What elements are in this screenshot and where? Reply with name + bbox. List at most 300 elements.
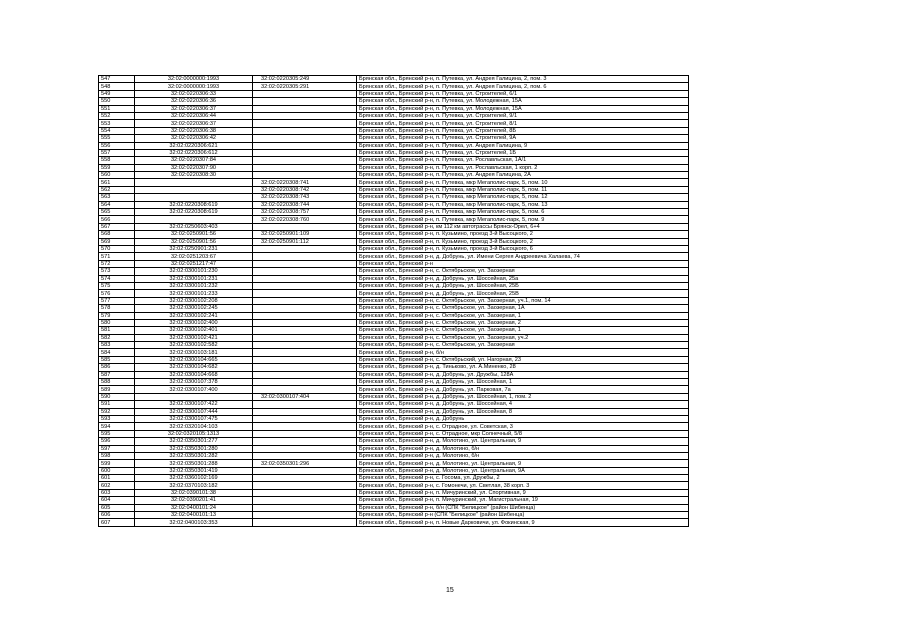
table-row [99, 98, 689, 105]
address-cell: Брянская обл., Брянский р-н, п. Путевка, ул. Андрея Галицина, 2А [357, 172, 689, 179]
table-row [99, 497, 689, 504]
address-cell: Брянская обл., Брянский р-н, д. Добрунь, ул. Дружбы, 128А [357, 371, 689, 378]
table-row [99, 127, 689, 134]
room-cadastral-number-cell [253, 408, 357, 415]
cadastral-number-cell: 32:02:0300102:421 [135, 334, 253, 341]
room-cadastral-number-cell: 32:02:0300107:404 [253, 393, 357, 400]
row-number-cell: 586 [99, 364, 135, 371]
row-number-cell: 598 [99, 452, 135, 459]
address-cell: Брянская обл., Брянский р-н, п. Новые Дарковичи, ул. Фокинская, 9 [357, 519, 689, 526]
cadastral-number-cell: 32:02:0220306:36 [135, 98, 253, 105]
table-row [99, 275, 689, 282]
table-row [99, 415, 689, 422]
row-number-cell: 552 [99, 112, 135, 119]
cadastral-number-cell: 32:02:0300104:668 [135, 371, 253, 378]
table-row [99, 467, 689, 474]
room-cadastral-number-cell [253, 268, 357, 275]
row-number-cell: 601 [99, 475, 135, 482]
cadastral-number-cell: 32:02:0320104:103 [135, 423, 253, 430]
address-cell: Брянская обл., Брянский р-н, с. Октябрьский, ул. Нагорная, 23 [357, 356, 689, 363]
address-cell: Брянская обл., Брянский р-н, д. Добрунь, ул. Шоссейная, 8 [357, 408, 689, 415]
row-number-cell: 570 [99, 245, 135, 252]
table-row [99, 438, 689, 445]
cadastral-number-cell: 32:02:0300104:665 [135, 356, 253, 363]
row-number-cell: 573 [99, 268, 135, 275]
room-cadastral-number-cell [253, 415, 357, 422]
address-cell: Брянская обл., Брянский р-н, п. Путевка, ул. Андрея Галицина, 9 [357, 142, 689, 149]
room-cadastral-number-cell [253, 334, 357, 341]
cadastral-number-cell: 32:02:0250901:56 [135, 238, 253, 245]
address-cell: Брянская обл., Брянский р-н, д. Добрунь, ул. Шоссейная, 1 [357, 379, 689, 386]
address-cell: Брянская обл., Брянский р-н [357, 260, 689, 267]
row-number-cell: 568 [99, 231, 135, 238]
room-cadastral-number-cell [253, 519, 357, 526]
room-cadastral-number-cell [253, 223, 357, 230]
room-cadastral-number-cell: 32:02:0220308:757 [253, 209, 357, 216]
address-cell: Брянская обл., Брянский р-н, с. Октябрьское, ул. Заозерная, 2 [357, 319, 689, 326]
room-cadastral-number-cell [253, 164, 357, 171]
table-row [99, 356, 689, 363]
row-number-cell: 577 [99, 297, 135, 304]
room-cadastral-number-cell [253, 386, 357, 393]
room-cadastral-number-cell [253, 504, 357, 511]
room-cadastral-number-cell [253, 105, 357, 112]
room-cadastral-number-cell [253, 452, 357, 459]
address-cell: Брянская обл., Брянский р-н, с. Октябрьское, ул. Заозерная [357, 342, 689, 349]
cadastral-number-cell: 32:02:0220306:33 [135, 90, 253, 97]
room-cadastral-number-cell [253, 371, 357, 378]
room-cadastral-number-cell: 32:02:0250901:112 [253, 238, 357, 245]
cadastral-number-cell [135, 186, 253, 193]
address-cell: Брянская обл., Брянский р-н, п. Путевка, мкр Мегаполис-парк, 5, пом. 10 [357, 179, 689, 186]
room-cadastral-number-cell [253, 319, 357, 326]
address-cell: Брянская обл., Брянский р-н, п. Путевка, ул. Молодежная, 15А [357, 98, 689, 105]
room-cadastral-number-cell: 32:02:0220308:760 [253, 216, 357, 223]
address-cell: Брянская обл., Брянский р-н, км 112 км автотрассы Брянск-Орел, 6+4 [357, 223, 689, 230]
address-cell: Брянская обл., Брянский р-н, д. Добрунь, ул. Шоссейная, 1, пом. 2 [357, 393, 689, 400]
room-cadastral-number-cell: 32:02:0350301:296 [253, 460, 357, 467]
table-row [99, 201, 689, 208]
table-row [99, 460, 689, 467]
row-number-cell: 592 [99, 408, 135, 415]
address-cell: Брянская обл., Брянский р-н, п. Путевка, ул. Строителей, 9/1 [357, 112, 689, 119]
row-number-cell: 594 [99, 423, 135, 430]
table-row [99, 512, 689, 519]
table-row [99, 83, 689, 90]
address-cell: Брянская обл., Брянский р-н, д. Добрунь, ул. Шоссейная, 25Б [357, 282, 689, 289]
row-number-cell: 600 [99, 467, 135, 474]
row-number-cell: 599 [99, 460, 135, 467]
cadastral-number-cell: 32:02:0220308:619 [135, 209, 253, 216]
cadastral-number-cell: 32:02:0320105:1313 [135, 430, 253, 437]
cadastral-number-cell: 32:02:0300107:400 [135, 386, 253, 393]
cadastral-number-cell: 32:02:0300101:232 [135, 282, 253, 289]
room-cadastral-number-cell: 32:02:0220308:744 [253, 201, 357, 208]
row-number-cell: 595 [99, 430, 135, 437]
room-cadastral-number-cell: 32:02:0220305:249 [253, 76, 357, 83]
room-cadastral-number-cell [253, 364, 357, 371]
cadastral-number-cell: 32:02:0000000:1993 [135, 83, 253, 90]
room-cadastral-number-cell [253, 127, 357, 134]
row-number-cell: 565 [99, 209, 135, 216]
room-cadastral-number-cell: 32:02:0220308:742 [253, 186, 357, 193]
cadastral-number-cell: 32:02:0300104:682 [135, 364, 253, 371]
row-number-cell: 557 [99, 149, 135, 156]
row-number-cell: 587 [99, 371, 135, 378]
table-row [99, 90, 689, 97]
row-number-cell: 597 [99, 445, 135, 452]
cadastral-number-cell: 32:02:0300102:245 [135, 305, 253, 312]
address-cell: Брянская обл., Брянский р-н, д. Молотино, б/н [357, 452, 689, 459]
address-cell: Брянская обл., Брянский р-н, п. Мичуринский, ул. Спортивная, 9 [357, 489, 689, 496]
cadastral-number-cell: 32:02:0400103:353 [135, 519, 253, 526]
row-number-cell: 581 [99, 327, 135, 334]
cadastral-number-cell: 32:02:0300102:241 [135, 312, 253, 319]
address-cell: Брянская обл., Брянский р-н, с. Отрадное, мкр Солнечный, 5/8 [357, 430, 689, 437]
address-cell: Брянская обл., Брянский р-н (СПК "Белицкое" (район Шибенца) [357, 512, 689, 519]
row-number-cell: 558 [99, 157, 135, 164]
cadastral-number-cell: 32:02:0350301:280 [135, 445, 253, 452]
row-number-cell: 579 [99, 312, 135, 319]
room-cadastral-number-cell [253, 342, 357, 349]
registry-table-body [99, 76, 689, 527]
room-cadastral-number-cell [253, 260, 357, 267]
room-cadastral-number-cell: 32:02:0220305:291 [253, 83, 357, 90]
row-number-cell: 551 [99, 105, 135, 112]
row-number-cell: 576 [99, 290, 135, 297]
address-cell: Брянская обл., Брянский р-н, п. Путевка, мкр Мегаполис-парк, 5, пом. 12 [357, 194, 689, 201]
address-cell: Брянская обл., Брянский р-н, п. Кузьмино, проезд 3-й Высоцкого, 6 [357, 245, 689, 252]
address-cell: Брянская обл., Брянский р-н, п. Путевка, ул. Рославльская, 1А/1 [357, 157, 689, 164]
room-cadastral-number-cell [253, 98, 357, 105]
table-row [99, 149, 689, 156]
room-cadastral-number-cell [253, 467, 357, 474]
table-row [99, 401, 689, 408]
room-cadastral-number-cell [253, 149, 357, 156]
address-cell: Брянская обл., Брянский р-н, п. Путевка, мкр Мегаполис-парк, 5, пом. 13 [357, 201, 689, 208]
room-cadastral-number-cell [253, 423, 357, 430]
address-cell: Брянская обл., Брянский р-н, п. Путевка, мкр Мегаполис-парк, 5, пом. 11 [357, 186, 689, 193]
room-cadastral-number-cell [253, 379, 357, 386]
address-cell: Брянская обл., Брянский р-н, д. Молотино, б/н [357, 445, 689, 452]
table-row [99, 186, 689, 193]
row-number-cell: 560 [99, 172, 135, 179]
room-cadastral-number-cell [253, 290, 357, 297]
row-number-cell: 588 [99, 379, 135, 386]
room-cadastral-number-cell: 32:02:0220308:741 [253, 179, 357, 186]
room-cadastral-number-cell [253, 327, 357, 334]
address-cell: Брянская обл., Брянский р-н, п. Путевка, мкр Мегаполис-парк, 5, пом. 9 [357, 216, 689, 223]
row-number-cell: 589 [99, 386, 135, 393]
row-number-cell: 567 [99, 223, 135, 230]
row-number-cell: 566 [99, 216, 135, 223]
room-cadastral-number-cell: 32:02:0220308:743 [253, 194, 357, 201]
cadastral-number-cell: 32:02:0300101:231 [135, 275, 253, 282]
room-cadastral-number-cell [253, 157, 357, 164]
cadastral-number-cell: 32:02:0220306:612 [135, 149, 253, 156]
room-cadastral-number-cell [253, 305, 357, 312]
table-row [99, 223, 689, 230]
room-cadastral-number-cell [253, 497, 357, 504]
row-number-cell: 590 [99, 393, 135, 400]
row-number-cell: 554 [99, 127, 135, 134]
room-cadastral-number-cell [253, 356, 357, 363]
table-row [99, 319, 689, 326]
room-cadastral-number-cell [253, 489, 357, 496]
address-cell: Брянская обл., Брянский р-н, д. Добрунь, ул. Шоссейная, 25В [357, 290, 689, 297]
row-number-cell: 607 [99, 519, 135, 526]
cadastral-number-cell [135, 179, 253, 186]
cadastral-number-cell: 32:02:0220306:42 [135, 135, 253, 142]
table-row [99, 312, 689, 319]
room-cadastral-number-cell [253, 297, 357, 304]
address-cell: Брянская обл., Брянский р-н, п. Путевка, ул. Строителей, 8/1 [357, 120, 689, 127]
cadastral-number-cell: 32:02:0251217:47 [135, 260, 253, 267]
row-number-cell: 603 [99, 489, 135, 496]
room-cadastral-number-cell [253, 438, 357, 445]
cadastral-number-cell: 32:02:0350301:419 [135, 467, 253, 474]
cadastral-number-cell: 32:02:0220306:44 [135, 112, 253, 119]
table-row [99, 260, 689, 267]
address-cell: Брянская обл., Брянский р-н, п. Путевка, ул. Строителей, 1Б [357, 149, 689, 156]
cadastral-number-cell: 32:02:0220306:621 [135, 142, 253, 149]
table-row [99, 290, 689, 297]
table-row [99, 179, 689, 186]
address-cell: Брянская обл., Брянский р-н, д. Молотино, ул. Центральная, 9 [357, 460, 689, 467]
room-cadastral-number-cell [253, 172, 357, 179]
table-row [99, 445, 689, 452]
row-number-cell: 584 [99, 349, 135, 356]
address-cell: Брянская обл., Брянский р-н, п. Кузьмино, проезд 3-й Высоцкого, 2 [357, 231, 689, 238]
address-cell: Брянская обл., Брянский р-н, б/н (СПК "Белицкое" (район Шибенца) [357, 504, 689, 511]
row-number-cell: 593 [99, 415, 135, 422]
row-number-cell: 575 [99, 282, 135, 289]
room-cadastral-number-cell: 32:02:0250901:109 [253, 231, 357, 238]
table-row [99, 482, 689, 489]
cadastral-number-cell [135, 216, 253, 223]
table-row [99, 364, 689, 371]
row-number-cell: 596 [99, 438, 135, 445]
cadastral-number-cell: 32:02:0390201:41 [135, 497, 253, 504]
address-cell: Брянская обл., Брянский р-н, п. Путевка, ул. Строителей, 8Б [357, 127, 689, 134]
table-row [99, 120, 689, 127]
row-number-cell: 548 [99, 83, 135, 90]
cadastral-number-cell: 32:02:0400101:24 [135, 504, 253, 511]
table-row [99, 209, 689, 216]
cadastral-number-cell: 32:02:0300107:444 [135, 408, 253, 415]
cadastral-number-cell: 32:02:0220306:38 [135, 127, 253, 134]
cadastral-number-cell: 32:02:0350301:277 [135, 438, 253, 445]
room-cadastral-number-cell [253, 349, 357, 356]
cadastral-number-cell: 32:02:0220308:30 [135, 172, 253, 179]
room-cadastral-number-cell [253, 120, 357, 127]
row-number-cell: 580 [99, 319, 135, 326]
cadastral-number-cell: 32:02:0220307:90 [135, 164, 253, 171]
cadastral-number-cell: 32:02:0390101:38 [135, 489, 253, 496]
row-number-cell: 550 [99, 98, 135, 105]
table-row [99, 135, 689, 142]
address-cell: Брянская обл., Брянский р-н, с. Октябрьское, ул. Заозерная, уч.2 [357, 334, 689, 341]
table-row [99, 157, 689, 164]
table-row [99, 334, 689, 341]
room-cadastral-number-cell [253, 135, 357, 142]
row-number-cell: 559 [99, 164, 135, 171]
address-cell: Брянская обл., Брянский р-н, с. Октябрьское, ул. Заозерная, 1 [357, 327, 689, 334]
table-row [99, 297, 689, 304]
row-number-cell: 547 [99, 76, 135, 83]
page-number: 15 [446, 587, 454, 594]
address-cell: Брянская обл., Брянский р-н, д. Добрунь, ул. Шоссейная, 25а [357, 275, 689, 282]
cadastral-number-cell: 32:02:0300102:208 [135, 297, 253, 304]
address-cell: Брянская обл., Брянский р-н, п. Путевка, мкр Мегаполис-парк, 5, пом. 6 [357, 209, 689, 216]
table-row [99, 519, 689, 526]
address-cell: Брянская обл., Брянский р-н, с. Отрадное, ул. Советская, 3 [357, 423, 689, 430]
table-row [99, 172, 689, 179]
table-row [99, 430, 689, 437]
row-number-cell: 578 [99, 305, 135, 312]
cadastral-number-cell: 32:02:0251203:67 [135, 253, 253, 260]
address-cell: Брянская обл., Брянский р-н, с. Октябрьское, ул. Заозерная, 1А [357, 305, 689, 312]
room-cadastral-number-cell [253, 512, 357, 519]
address-cell: Брянская обл., Брянский р-н, с. Гомонечи, ул. Светлая, 38 корп. 3 [357, 482, 689, 489]
table-row [99, 76, 689, 83]
row-number-cell: 585 [99, 356, 135, 363]
cadastral-number-cell: 32:02:0300102:582 [135, 342, 253, 349]
room-cadastral-number-cell [253, 482, 357, 489]
cadastral-number-cell: 32:02:0300101:230 [135, 268, 253, 275]
row-number-cell: 583 [99, 342, 135, 349]
table-row [99, 386, 689, 393]
table-row [99, 142, 689, 149]
cadastral-number-cell: 32:02:0300101:233 [135, 290, 253, 297]
cadastral-number-cell: 32:02:0250901:231 [135, 245, 253, 252]
cadastral-number-cell: 32:02:0220306:37 [135, 105, 253, 112]
table-row [99, 253, 689, 260]
table-row [99, 164, 689, 171]
row-number-cell: 564 [99, 201, 135, 208]
row-number-cell: 569 [99, 238, 135, 245]
row-number-cell: 602 [99, 482, 135, 489]
table-row [99, 194, 689, 201]
cadastral-number-cell: 32:02:0000000:1993 [135, 76, 253, 83]
row-number-cell: 591 [99, 401, 135, 408]
row-number-cell: 562 [99, 186, 135, 193]
table-row [99, 112, 689, 119]
table-row [99, 379, 689, 386]
cadastral-number-cell [135, 194, 253, 201]
address-cell: Брянская обл., Брянский р-н, п. Путевка, ул. Строителей, 6/1 [357, 90, 689, 97]
table-row [99, 231, 689, 238]
cadastral-number-cell: 32:02:0220307:84 [135, 157, 253, 164]
table-row [99, 105, 689, 112]
cadastral-number-cell: 32:02:0300107:422 [135, 401, 253, 408]
cadastral-number-cell [135, 393, 253, 400]
row-number-cell: 561 [99, 179, 135, 186]
address-cell: Брянская обл., Брянский р-н, д. Добрунь, ул. Имени Сергея Андреевича Халаева, 74 [357, 253, 689, 260]
cadastral-number-cell: 32:02:0300107:475 [135, 415, 253, 422]
address-cell: Брянская обл., Брянский р-н, д. Добрунь, ул. Шоссейная, 4 [357, 401, 689, 408]
row-number-cell: 571 [99, 253, 135, 260]
address-cell: Брянская обл., Брянский р-н, д. Добрунь, ул. Парковая, 7а [357, 386, 689, 393]
table-row [99, 327, 689, 334]
address-cell: Брянская обл., Брянский р-н, д. Молотино, ул. Центральная, 9 [357, 438, 689, 445]
cadastral-number-cell: 32:02:0350301:282 [135, 452, 253, 459]
address-cell: Брянская обл., Брянский р-н, с. Октябрьское, ул. Заозерная, уч.1, пом. 14 [357, 297, 689, 304]
table-row [99, 423, 689, 430]
cadastral-number-cell: 32:02:0300102:401 [135, 327, 253, 334]
room-cadastral-number-cell [253, 112, 357, 119]
row-number-cell: 572 [99, 260, 135, 267]
address-cell: Брянская обл., Брянский р-н, п. Путевка, ул. Строителей, 9А [357, 135, 689, 142]
room-cadastral-number-cell [253, 245, 357, 252]
registry-table [98, 75, 689, 527]
table-row [99, 408, 689, 415]
table-row [99, 282, 689, 289]
table-row [99, 245, 689, 252]
room-cadastral-number-cell [253, 401, 357, 408]
cadastral-number-cell: 32:02:0250901:56 [135, 231, 253, 238]
table-row [99, 238, 689, 245]
row-number-cell: 553 [99, 120, 135, 127]
room-cadastral-number-cell [253, 475, 357, 482]
address-cell: Брянская обл., Брянский р-н, д. Тиньково, ул. А.Миненко, 28 [357, 364, 689, 371]
row-number-cell: 604 [99, 497, 135, 504]
room-cadastral-number-cell [253, 312, 357, 319]
cadastral-number-cell: 32:02:0400101:13 [135, 512, 253, 519]
row-number-cell: 574 [99, 275, 135, 282]
row-number-cell: 549 [99, 90, 135, 97]
room-cadastral-number-cell [253, 90, 357, 97]
room-cadastral-number-cell [253, 253, 357, 260]
table-row [99, 268, 689, 275]
address-cell: Брянская обл., Брянский р-н, с. Госома, ул. Дружбы, 2 [357, 475, 689, 482]
table-row [99, 393, 689, 400]
row-number-cell: 582 [99, 334, 135, 341]
row-number-cell: 563 [99, 194, 135, 201]
address-cell: Брянская обл., Брянский р-н, б/н [357, 349, 689, 356]
cadastral-number-cell: 32:02:0370103:182 [135, 482, 253, 489]
address-cell: Брянская обл., Брянский р-н, п. Путевка, ул. Андрея Галицина, 2, пом. 3 [357, 76, 689, 83]
table-row [99, 489, 689, 496]
address-cell: Брянская обл., Брянский р-н, п. Кузьмино, проезд 3-й Высоцкого, 2 [357, 238, 689, 245]
row-number-cell: 605 [99, 504, 135, 511]
table-row [99, 452, 689, 459]
cadastral-number-cell: 32:02:0350301:288 [135, 460, 253, 467]
room-cadastral-number-cell [253, 275, 357, 282]
table-row [99, 342, 689, 349]
cadastral-number-cell: 32:02:0360102:169 [135, 475, 253, 482]
address-cell: Брянская обл., Брянский р-н, п. Путевка, ул. Молодежная, 15А [357, 105, 689, 112]
address-cell: Брянская обл., Брянский р-н, с. Октябрьское, ул. Заозерная, 1 [357, 312, 689, 319]
row-number-cell: 556 [99, 142, 135, 149]
table-row [99, 371, 689, 378]
cadastral-number-cell: 32:02:0300103:181 [135, 349, 253, 356]
address-cell: Брянская обл., Брянский р-н, п. Путевка, ул. Андрея Галицина, 2, пом. 6 [357, 83, 689, 90]
row-number-cell: 606 [99, 512, 135, 519]
address-cell: Брянская обл., Брянский р-н, п. Путевка, ул. Рославльская, 1 корп. 2 [357, 164, 689, 171]
cadastral-number-cell: 32:02:0250603:403 [135, 223, 253, 230]
cadastral-number-cell: 32:02:0220308:619 [135, 201, 253, 208]
room-cadastral-number-cell [253, 282, 357, 289]
address-cell: Брянская обл., Брянский р-н, д. Добрунь [357, 415, 689, 422]
address-cell: Брянская обл., Брянский р-н, п. Мичуринский, ул. Магистральная, 19 [357, 497, 689, 504]
table-row [99, 349, 689, 356]
cadastral-number-cell: 32:02:0300102:400 [135, 319, 253, 326]
table-row [99, 504, 689, 511]
address-cell: Брянская обл., Брянский р-н, д. Молотино, ул. Центральная, 9А [357, 467, 689, 474]
table-row [99, 475, 689, 482]
row-number-cell: 555 [99, 135, 135, 142]
